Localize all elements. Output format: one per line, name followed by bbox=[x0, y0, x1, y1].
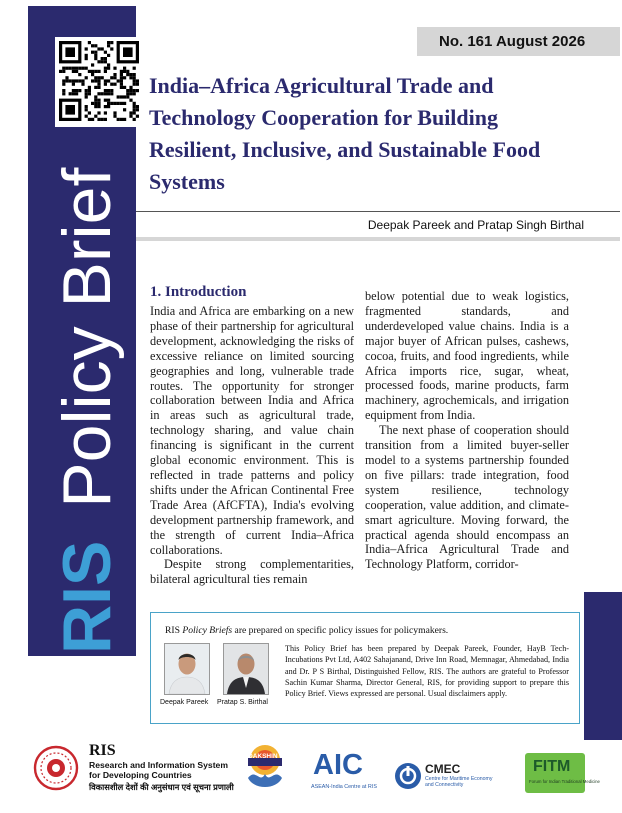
series-prefix: RIS bbox=[49, 540, 125, 654]
photo-caption: Deepak Pareek bbox=[160, 699, 209, 706]
authors-line: Deepak Pareek and Pratap Singh Birthal bbox=[367, 218, 584, 232]
dakshin-logo-icon bbox=[238, 738, 292, 796]
paragraph: India and Africa are embarking on a new phase of their partnership for agricultural development, acknowledging the risks of excessive reliance on limited sourcing geographies and long, vulnerable trade routes. The opportunity for stronger collaboration between India and Africa in areas such as agricultural trade, technology sharing, and value chain financing is significant in the current global economic environment. This is reflected in trade patterns and policy shifts under the African Continental Free Trade Area (AfCFTA), India's evolving development partnership framework, and the strength of current India–Africa collaborations. bbox=[150, 304, 354, 557]
body-column-left bbox=[150, 304, 354, 587]
paragraph: The next phase of cooperation should transition from a limited buyer-seller model to a systems partnership founded on five pillars: trade integration, food system resilience, technology cooperation, value addition, and climate-smart agriculture. Moving forward, the practical agenda should encompass an India–Africa Agricultural Trade and Technology Platform, corridor- bbox=[365, 423, 569, 572]
box-lead-line: RIS Policy Briefs are prepared on specific policy issues for policymakers. bbox=[165, 625, 449, 636]
aic-subtext: ASEAN-India Centre at RIS bbox=[311, 784, 377, 790]
cmec-logo-text: CMEC bbox=[425, 762, 461, 776]
aic-logo-text: AIC bbox=[313, 749, 363, 781]
photo-caption: Pratap S. Birthal bbox=[217, 699, 268, 706]
series-sidebar bbox=[28, 6, 136, 656]
cmec-anchor-icon bbox=[394, 762, 422, 790]
author-info-text: This Policy Brief has been prepared by Deepak Pareek, Founder, HayB Tech-Incubations Pvt Ltd, A402 Sahajanand, Drive Inn Road, Memnagar, Ahmedabad, India and Dr. P S Birthal, Distinguished Fellow, RIS. The authors are grateful to Professor Sachin Kumar Sharma, Director General, RIS, for providing support to prepare this Policy Brief. Views expressed are personal. Usual disclaimers apply. bbox=[285, 644, 569, 699]
body-column-right bbox=[365, 289, 569, 572]
decorative-side-bar bbox=[584, 592, 622, 740]
series-suffix: Policy Brief bbox=[49, 167, 125, 508]
cmec-line2: and Connectivity bbox=[425, 782, 464, 788]
dakshin-label: DAKSHIN bbox=[248, 753, 278, 760]
paragraph: Despite strong complementarities, bilateral agricultural ties remain bbox=[150, 557, 354, 587]
paragraph: below potential due to weak logistics, fragmented standards, and underdeveloped value chains. India is a major buyer of African pulses, cashews, cocoa, fruits, and food ingredients, while Africa imports rice, sugar, wheat, processed foods, marine products, farm machinery, agrochemicals, and irrigation equipment from India. bbox=[365, 289, 569, 423]
ris-emblem-icon bbox=[33, 745, 79, 791]
ris-logo-text: RIS bbox=[89, 742, 116, 759]
fitm-logo-text: FITM bbox=[533, 758, 571, 775]
author-photo-birthal bbox=[223, 643, 269, 695]
svg-text:RIS Policy Brief bbox=[49, 168, 125, 654]
authors-divider bbox=[136, 237, 620, 241]
ris-name-line1: Research and Information System bbox=[89, 760, 228, 770]
ris-name-line2: for Developing Countries bbox=[89, 770, 192, 780]
title-divider bbox=[136, 211, 620, 212]
issue-label: No. 161 August 2026 bbox=[417, 27, 620, 56]
cmec-line1: Centre for Maritime Economy bbox=[425, 776, 493, 782]
author-photo-pareek bbox=[164, 643, 210, 695]
fitm-subtext: Forum for Indian Traditional Medicine bbox=[529, 779, 600, 784]
ris-name-hindi: विकासशील देशों की अनुसंधान एवं सूचना प्रणाली bbox=[89, 782, 234, 792]
author-info-box bbox=[150, 612, 580, 724]
brief-title: India–Africa Agricultural Trade and Technology Cooperation for Building Resilient, Inclusive, and Sustainable Food Systems bbox=[149, 73, 541, 194]
series-vertical-title bbox=[28, 6, 136, 656]
section-heading: 1. Introduction bbox=[150, 284, 247, 300]
